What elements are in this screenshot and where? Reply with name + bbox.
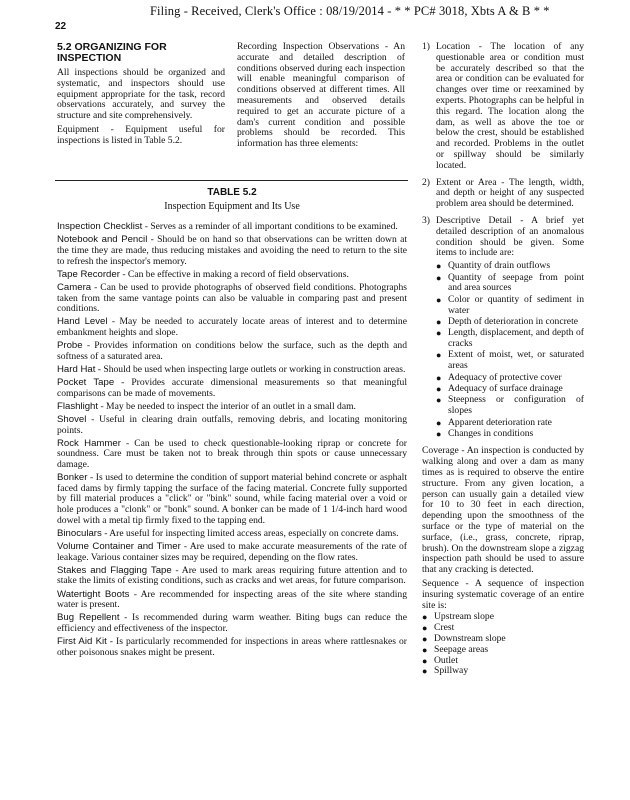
element-extent [422,178,584,210]
table-item-text: - Is particularly recommended for inspections in areas where rattlesnakes or other poisonous snakes might be present. [57,636,408,658]
table-item [57,566,407,587]
element-number: 1) [422,41,430,52]
table-item-text: - Can be used to check questionable-looking riprap or concrete for soundness. Care must be taken not to break through thin spots or cause unnecessary damage. [57,437,407,470]
bullet-text: Adequacy of surface drainage [448,383,563,395]
table-item-text: - Is recommended during warm weather. Biting bugs can reduce the efficiency and effectiveness of the inspector. [57,612,407,634]
table-title: TABLE 5.2 [207,187,257,198]
table-item-term: Watertight Boots [57,588,130,600]
equipment-table [57,184,407,661]
bullet-text: Seepage areas [434,643,489,655]
table-item-term: Volume Container and Timer [57,540,181,552]
bullet-icon: ● [422,644,428,655]
bullet-text: Outlet [434,654,458,666]
table-item [57,365,407,376]
table-item-term: Shovel [57,414,87,426]
bullet-item [436,350,584,372]
bullet-icon: ● [422,655,428,666]
bullet-icon: ● [436,261,442,272]
bullet-icon: ● [436,328,442,339]
table-item-term: Bonker [57,472,88,484]
table-item [57,529,407,540]
bullet-item [436,373,584,384]
bullet-icon: ● [436,384,442,395]
table-item-text: - Can be used to provide photographs of observed field conditions. Photographs taken from the same vantage points can also be valuable in comparing past and present conditions. [57,281,407,315]
column-left [57,42,225,150]
table-item [57,341,407,362]
table-item-text: - Is used to determine the condition of support material behind concrete or asphalt faced dams by firmly tapping the surface of the facing material. Concrete fully supported by fill material produces a "click" or "bink" sound, while facing material over a void or hole produces a "clonk" or "bonk" sound. A bonker can be made of 1 1/4-inch hard wood dowel with a metal tip firmly fixed to the tapping end. [57,472,407,526]
table-item-term: Binoculars [57,527,102,539]
table-item-text: - Are used to make accurate measurements of the rate of leakage. Various container sizes may be required, depending on the flow rates. [57,540,407,563]
table-items [57,222,407,658]
bullet-text: Changes in conditions [448,428,534,440]
table-item [57,235,407,267]
element-text: Extent or Area - The length, width, and depth or height of any suspected problem area should be determined. [436,176,584,210]
bullet-icon: ● [422,612,428,623]
table-item [57,270,407,281]
bullet-icon: ● [436,417,442,428]
bullet-item [436,418,584,429]
table-item-text: - Can be effective in making a record of field observations. [119,268,349,280]
bullet-icon: ● [436,294,442,305]
bullet-item [436,317,584,328]
bullet-text: Steepness or configuration of slopes [448,394,584,417]
table-item-term: First Aid Kit [57,636,107,648]
table-item [57,415,407,436]
element-detail [422,216,584,440]
table-item-text: - Are useful for inspecting limited access areas, especially on concrete dams. [101,527,399,539]
elements-list [422,42,584,440]
bullet-icon: ● [422,633,428,644]
table-item [57,439,407,471]
table-item-term: Stakes and Flagging Tape [57,564,172,576]
element-text: Descriptive Detail - A brief yet detailed description of an anomalous condition should be given. Some items to include are: [436,214,584,259]
table-item-term: Inspection Checklist [57,221,143,233]
bullet-icon: ● [422,666,428,677]
bullet-icon: ● [436,372,442,383]
table-item-text: - Provides information on conditions below the surface, such as the depth and softness of a saturated area. [57,340,407,362]
table-item [57,637,407,658]
table-item [57,542,407,563]
table-top-rule [55,180,408,181]
bullet-icon: ● [436,429,442,440]
table-item-text: - May be needed to inspect the interior of an outlet in a small dam. [98,400,356,412]
table-item-text: - Should be used when inspecting large outlets or working in construction areas. [95,363,406,375]
element-number: 3) [422,214,430,226]
table-item-term: Pocket Tape [57,377,115,389]
table-item-term: Probe [57,340,83,352]
bullet-text: Upstream slope [434,611,494,623]
table-item [57,222,407,233]
bullet-text: Downstream slope [434,632,506,644]
table-item-text: - Useful in clearing drain outfalls, removing debris, and locating monitoring points. [57,414,407,436]
table-item [57,402,407,413]
table-item [57,590,407,611]
bullet-icon: ● [436,350,442,361]
table-subtitle: Inspection Equipment and Its Use [164,200,300,212]
table-item-text: - May be needed to accurately locate areas of interest and to determine embankment heights and slope. [57,316,407,338]
bullet-text: Adequacy of protective cover [448,371,562,383]
table-item-text: - Should be on hand so that observations can be written down at the time they are made, thus reducing mistakes and avoiding the need to return to the site to refresh the inspector's memory. [57,234,407,267]
bullet-text: Extent of moist, wet, or saturated areas [448,349,584,372]
element-number: 2) [422,176,430,188]
recording-paragraph: Recording Inspection Observations - An accurate and detailed description of conditions observed during each inspection will enable meaningful comparison of conditions observed at different times. All measurements and observed details required to get an accurate picture of a dam's current condition and possible problems should be recorded. This information has three elements: [237,41,405,150]
table-item-text: - Provides accurate dimensional measurements so that meaningful comparisons can be made of movements. [57,377,408,399]
table-item-term: Rock Hammer [57,437,121,449]
sequence-paragraph: Sequence - A sequence of inspection insuring systematic coverage of an entire site is: [422,577,584,611]
detail-bullet-list [436,261,584,440]
bullet-text: Quantity of seepage from point and area sources [448,271,584,294]
bullet-item [436,328,584,350]
column-middle [237,42,405,153]
table-item [57,283,407,315]
section-intro: All inspections should be organized and systematic, and inspectors should use equipment appropriate for the task, record observations accurately, and survey the structure and site comprehensively. [57,67,225,122]
element-text: Location - The location of any questionable area or condition must be accurately described so that the area or condition can be evaluated for changes over time or reexamined by experts. Photographs can be helpful in this regard. The location along the dam, as well as above the toe or below the crest, should be established and recorded. Problems in the outlet or spillway should be similarly located. [436,41,584,171]
bullet-item [422,645,584,656]
bullet-item [422,666,584,677]
bullet-item [436,429,584,440]
column-right [422,42,584,677]
bullet-item [436,261,584,272]
bullet-text: Color or quantity of sediment in water [448,293,584,316]
bullet-text: Spillway [434,665,469,677]
table-item-term: Flashlight [57,400,99,412]
page-number: 22 [55,21,67,32]
bullet-item [436,295,584,317]
equipment-note: Equipment - Equipment useful for inspections is listed in Table 5.2. [57,123,225,146]
bullet-item [436,395,584,417]
table-item [57,378,407,399]
coverage-paragraph: Coverage - An inspection is conducted by walking along and over a dam as many times as is required to observe the entire structure. From any given location, a person can usually gain a detailed view for 10 to 30 feet in each direction, depending upon the smoothness of the surface or the type of material on the surface, (i.e., grass, concrete, riprap, brush). On the downstream slope a zigzag inspection path should be used to assure that any cracking is detected. [422,445,584,576]
bullet-text: Quantity of drain outflows [448,260,551,272]
table-item-term: Notebook and Pencil [57,234,148,246]
table-item [57,317,407,338]
table-item-text: - Are recommended for inspecting areas of the site where standing water is present. [57,588,408,611]
table-item-text: - Serves as a reminder of all important conditions to be examined. [142,221,398,233]
table-item-term: Hand Level [57,316,108,328]
section-heading: 5.2 ORGANIZING FOR INSPECTION [57,41,167,64]
table-item-term: Camera [57,281,92,293]
bullet-item [436,384,584,395]
bullet-item [436,273,584,295]
bullet-text: Length, displacement, and depth of cracks [448,327,584,350]
bullet-icon: ● [436,316,442,327]
table-item [57,473,407,526]
table-item-text: - Are used to mark areas requiring future attention and to stake the limits of existing conditions, such as cracks and wet areas, for future comparison. [57,564,407,587]
table-item-term: Tape Recorder [57,268,120,280]
bullet-icon: ● [436,272,442,283]
filing-header: Filing - Received, Clerk's Office : 08/19/2014 - * * PC# 3018, Xbts A & B * * [150,4,550,18]
table-item-term: Hard Hat [57,363,96,375]
table-item [57,613,407,634]
bullet-text: Crest [434,622,455,634]
table-item-term: Bug Repellent [57,612,120,624]
bullet-text: Apparent deterioration rate [448,416,552,428]
bullet-icon: ● [422,623,428,634]
bullet-text: Depth of deterioration in concrete [448,315,578,327]
sequence-bullet-list [422,612,584,677]
bullet-icon: ● [436,395,442,406]
element-location [422,42,584,172]
